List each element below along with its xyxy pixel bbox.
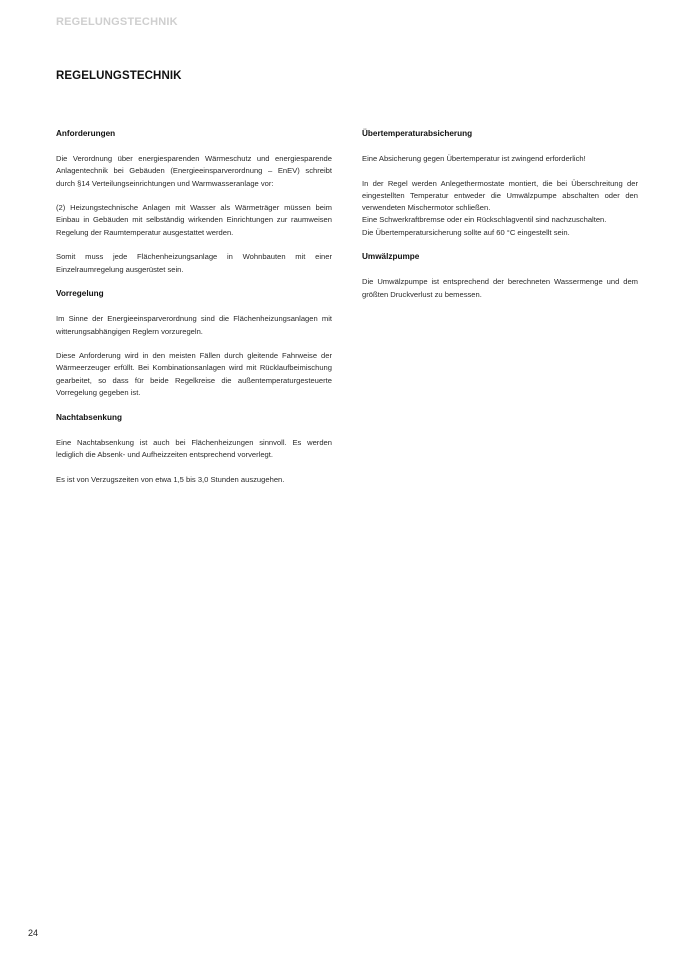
paragraph: Eine Absicherung gegen Übertemperatur ist zwingend erforderlich! <box>362 154 586 163</box>
paragraph: Im Sinne der Energieeinsparverordnung sind die Flächenheizungsanlagen mit witterungsabhängigen Reglern vorzuregeln. <box>56 314 332 336</box>
paragraph: Die Übertemperatursicherung sollte auf 60 °C eingestellt sein. <box>362 227 570 237</box>
paragraph: Eine Nachtabsenkung ist auch bei Flächenheizungen sinnvoll. Es werden lediglich die Absenk- und Aufheizzeiten entsprechend vorverlegt. <box>56 437 332 459</box>
paragraph: (2) Heizungstechnische Anlagen mit Wasser als Wärmeträger müssen beim Einbau in Gebäuden mit selbständig wirkenden Einrichtungen zur raumweisen Regelung der Raumtemperatur ausgestattet werden. <box>56 203 332 237</box>
paragraph: Die Verordnung über energiesparenden Wärmeschutz und energiesparende Anlagentechnik bei Gebäuden (Energieeinsparverordnung – EnEV) schreibt durch §14 Verteilungseinrichtungen und Warmwasseranlage vor: <box>56 154 332 188</box>
page-title: REGELUNGSTECHNIK <box>56 70 182 82</box>
running-header: REGELUNGSTECHNIK <box>56 16 178 28</box>
paragraph: Somit muss jede Flächenheizungsanlage in Wohnbauten mit einer Einzelraumregelung ausgerüstet sein. <box>56 252 332 274</box>
paragraph: Diese Anforderung wird in den meisten Fällen durch gleitende Fahrweise der Wärmeerzeuger erfüllt. Bei Kombinationsanlagen wird mit Rücklaufbeimischung gearbeitet, so dass für beide Regelkreise die außentemperaturgesteuerte Vorregelung gegeben ist. <box>56 351 332 398</box>
section-heading-uebertemperaturabsicherung: Übertemperaturabsicherung <box>362 129 473 138</box>
right-column <box>362 128 638 313</box>
section-heading-umwaelzpumpe: Umwälzpumpe <box>362 252 420 262</box>
left-column <box>56 128 332 498</box>
paragraph: In der Regel werden Anlegethermostate montiert, die bei Überschreitung der eingestellten Temperatur entweder die Umwälzpumpe abschalten oder den verwendeten Mischermotor schließen. <box>362 178 638 213</box>
paragraph: Die Umwälzpumpe ist entsprechend der berechneten Wassermenge und dem größten Druckverlust zu bemessen. <box>362 277 638 299</box>
paragraph: Es ist von Verzugszeiten von etwa 1,5 bis 3,0 Stunden auszugehen. <box>56 474 285 484</box>
section-heading-anforderungen: Anforderungen <box>56 129 116 138</box>
paragraph: Eine Schwerkraftbremse oder ein Rückschlagventil sind nachzuschalten. <box>362 215 607 225</box>
section-heading-vorregelung: Vorregelung <box>56 289 104 299</box>
section-heading-nachtabsenkung: Nachtabsenkung <box>56 412 122 422</box>
page-number: 24 <box>28 928 39 938</box>
